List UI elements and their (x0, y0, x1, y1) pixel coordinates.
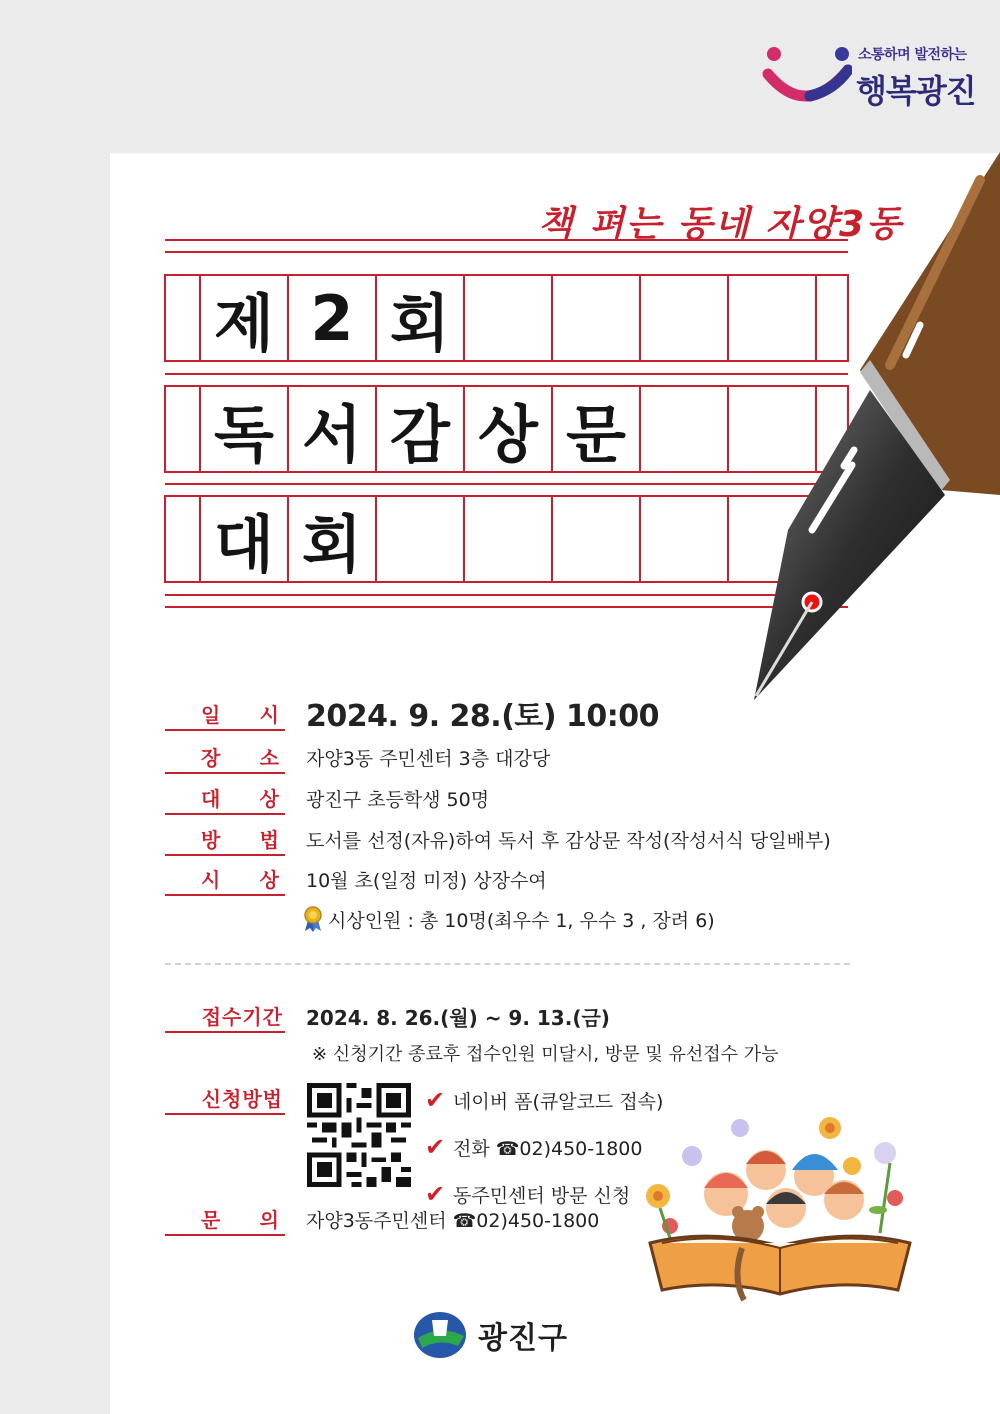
medal-icon (302, 906, 324, 932)
title-char: 2 (310, 281, 354, 355)
gwangjin-emblem-icon (412, 1310, 468, 1360)
award-extra: 시상인원 : 총 10명(최우수 1, 우수 3 , 장려 6) (302, 902, 715, 936)
brand-name: 행복광진 (856, 72, 976, 110)
contact-value: 자양3동주민센터 ☎02)450-1800 (306, 1209, 600, 1232)
gwangjin-logo (412, 1310, 568, 1360)
place-value: 자양3동 주민센터 3층 대강당 (306, 747, 551, 770)
footer-org-name: 광진구 (478, 1321, 568, 1356)
title-char: 대 (214, 507, 274, 581)
checkmark-icon: ✔ (425, 1133, 446, 1161)
title-char: 감 (390, 397, 450, 471)
fountain-pen-icon (740, 150, 1000, 710)
event-subtitle: 책 펴는 동네 자양3동 (538, 204, 903, 245)
title-char: 회 (390, 286, 450, 360)
date-label: 일 시 (165, 697, 285, 731)
target-value: 광진구 초등학생 50명 (306, 788, 490, 811)
brand-tagline: 소통하며 발전하는 (858, 47, 967, 63)
date-value: 2024. 9. 28.(토) 10:00 (306, 699, 660, 734)
apply-method-item: ✔ 네이버 폼(큐알코드 접속) (425, 1086, 664, 1114)
place-label: 장 소 (165, 740, 285, 774)
award-value: 10월 초(일정 미정) 상장수여 (306, 869, 547, 892)
apply-method-label: 신청방법 (165, 1081, 285, 1115)
apply-method-item: ✔ 동주민센터 방문 신청 (425, 1180, 631, 1208)
checkmark-icon: ✔ (425, 1180, 446, 1208)
title-char: 서 (302, 397, 362, 471)
qr-code[interactable] (307, 1083, 411, 1187)
award-label: 시 상 (165, 862, 285, 896)
contact-label: 문 의 (165, 1202, 285, 1236)
title-char: 제 (214, 286, 274, 360)
application-note: ※ 신청기간 종료후 접수인원 미달시, 방문 및 유선접수 가능 (312, 1044, 779, 1065)
title-char: 문 (566, 397, 626, 471)
period-label: 접수기간 (165, 999, 285, 1033)
method-value: 도서를 선정(자유)하여 독서 후 감상문 작성(작성서식 당일배부) (306, 829, 831, 852)
kids-reading-book-illustration (640, 1108, 920, 1303)
target-label: 대 상 (165, 781, 285, 815)
period-value: 2024. 8. 26.(월) ~ 9. 13.(금) (306, 1005, 610, 1030)
method-label: 방 법 (165, 822, 285, 856)
title-char: 상 (478, 397, 538, 471)
title-char: 회 (302, 507, 362, 581)
title-char: 독 (214, 397, 274, 471)
apply-method-item: ✔ 전화 ☎02)450-1800 (425, 1133, 643, 1161)
checkmark-icon: ✔ (425, 1086, 446, 1114)
section-divider (165, 963, 850, 965)
